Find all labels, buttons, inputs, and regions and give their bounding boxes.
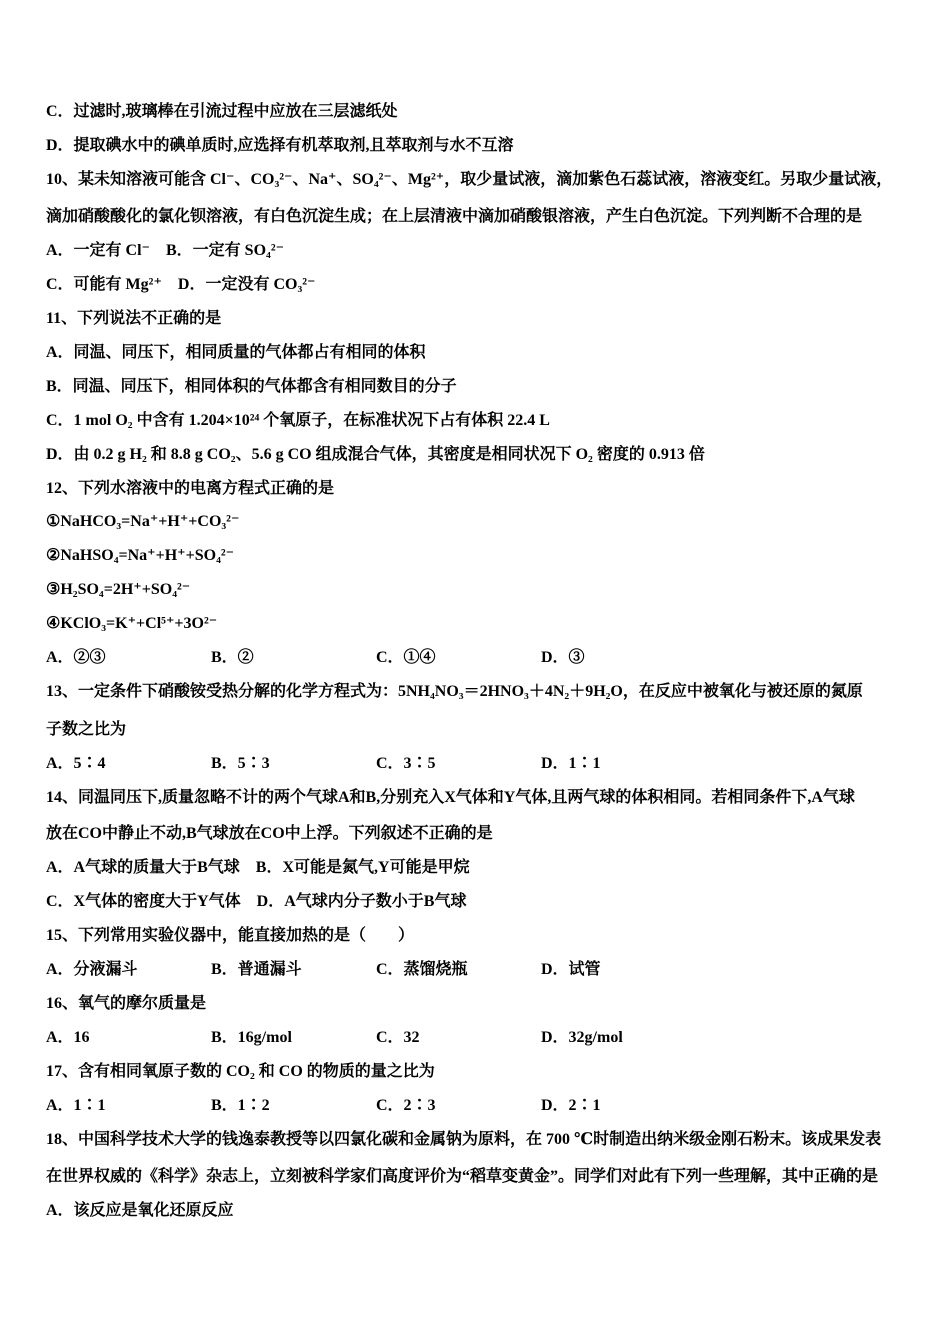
answer-option: C．3∶5: [376, 755, 436, 772]
answer-option: B．1∶2: [211, 1097, 270, 1114]
answer-option: D．③: [541, 649, 585, 666]
question-stem: 16、氧气的摩尔质量是: [46, 995, 207, 1012]
text-line: C．X气体的密度大于Y气体 D．A气球内分子数小于B气球: [46, 893, 467, 910]
text-line: C．1 mol O₂ 中含有 1.204×10²⁴ 个氧原子，在标准状况下占有体积 22.4 L: [46, 412, 550, 429]
answer-option: A．5∶4: [46, 755, 106, 772]
text-line: 子数之比为: [46, 721, 127, 738]
question-stem: 13、一定条件下硝酸铵受热分解的化学方程式为：5NH₄NO₃＝2HNO₃＋4N₂＋9H₂O，在反应中被氧化与被还原的氮原: [46, 683, 863, 700]
answer-option: B．普通漏斗: [211, 961, 302, 978]
answer-option: D．1∶1: [541, 755, 601, 772]
text-line: ②NaHSO₄=Na⁺+H⁺+SO₄²⁻: [46, 547, 235, 564]
text-line: 放在CO中静止不动,B气球放在CO中上浮。下列叙述不正确的是: [46, 825, 493, 842]
answer-option: C．①④: [376, 649, 436, 666]
question-stem: 11、下列说法不正确的是: [46, 310, 222, 327]
text-line: D．提取碘水中的碘单质时,应选择有机萃取剂,且萃取剂与水不互溶: [46, 137, 514, 154]
text-line: D．由 0.2 g H₂ 和 8.8 g CO₂、5.6 g CO 组成混合气体，其密度是相同状况下 O₂ 密度的 0.913 倍: [46, 446, 705, 463]
text-line: 滴加硝酸酸化的氯化钡溶液，有白色沉淀生成；在上层清液中滴加硝酸银溶液，产生白色沉淀。下列判断不合理的是: [46, 208, 863, 225]
answer-option: C．蒸馏烧瓶: [376, 961, 468, 978]
question-stem: 15、下列常用实验仪器中，能直接加热的是（ ）: [46, 927, 415, 944]
question-stem: 18、中国科学技术大学的钱逸泰教授等以四氯化碳和金属钠为原料，在 700 ℃时制造出纳米级金刚石粉末。该成果发表: [46, 1131, 882, 1148]
answer-option: B．5∶3: [211, 755, 270, 772]
text-line: A．A气球的质量大于B气球 B．X可能是氮气,Y可能是甲烷: [46, 859, 470, 876]
text-line: A．同温、同压下，相同质量的气体都占有相同的体积: [46, 344, 426, 361]
question-stem: 12、下列水溶液中的电离方程式正确的是: [46, 480, 335, 497]
answer-option: D．试管: [541, 961, 601, 978]
answer-option: B．②: [211, 649, 254, 666]
text-line: C．过滤时,玻璃棒在引流过程中应放在三层滤纸处: [46, 103, 398, 120]
text-line: ③H₂SO₄=2H⁺+SO₄²⁻: [46, 581, 191, 598]
question-stem: 17、含有相同氧原子数的 CO₂ 和 CO 的物质的量之比为: [46, 1063, 435, 1080]
text-line: B．同温、同压下，相同体积的气体都含有相同数目的分子: [46, 378, 457, 395]
answer-option: D．2∶1: [541, 1097, 601, 1114]
question-stem: 10、某未知溶液可能含 Cl⁻、CO₃²⁻、Na⁺、SO₄²⁻、Mg²⁺，取少量试液，滴加紫色石蕊试液，溶液变红。另取少量试液，: [46, 171, 893, 188]
text-line: ④KClO₃=K⁺+Cl⁵⁺+3O²⁻: [46, 615, 218, 632]
text-line: 在世界权威的《科学》杂志上，立刻被科学家们高度评价为“稻草变黄金”。同学们对此有下列一些理解，其中正确的是: [46, 1168, 879, 1185]
text-line: A．该反应是氧化还原反应: [46, 1202, 234, 1219]
answer-option: A．②③: [46, 649, 106, 666]
text-line: A．一定有 Cl⁻ B．一定有 SO₄²⁻: [46, 242, 285, 259]
answer-option: D．32g/mol: [541, 1029, 623, 1046]
answer-option: A．16: [46, 1029, 90, 1046]
answer-option: C．2∶3: [376, 1097, 436, 1114]
text-line: C．可能有 Mg²⁺ D．一定没有 CO₃²⁻: [46, 276, 316, 293]
answer-option: C．32: [376, 1029, 420, 1046]
question-stem: 14、同温同压下,质量忽略不计的两个气球A和B,分别充入X气体和Y气体,且两气球的体积相同。若相同条件下,A气球: [46, 789, 855, 806]
text-line: ①NaHCO₃=Na⁺+H⁺+CO₃²⁻: [46, 513, 240, 530]
answer-option: A．分液漏斗: [46, 961, 138, 978]
answer-option: B．16g/mol: [211, 1029, 292, 1046]
answer-option: A．1∶1: [46, 1097, 106, 1114]
